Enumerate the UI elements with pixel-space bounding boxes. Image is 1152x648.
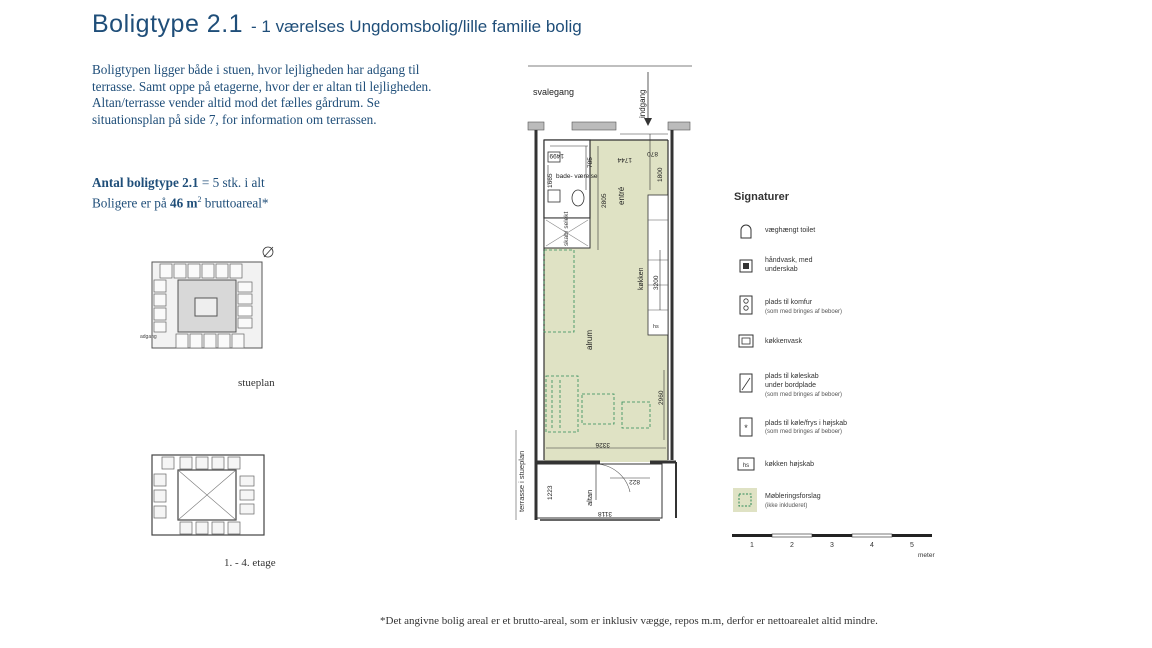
scale-unit: meter [918, 552, 935, 559]
dim-3200: 3200 [653, 275, 660, 290]
svalegang-label: svalegang [533, 87, 575, 97]
dim-2960: 2960 [658, 390, 665, 405]
indgang-label: indgang [638, 89, 647, 118]
main-floor-plan [500, 60, 700, 530]
stove-icon [736, 294, 756, 316]
unit-count-block [92, 175, 452, 211]
legend-label-freezer: plads til køle/frys i højskab [765, 420, 848, 427]
scale-tick-4: 4 [870, 542, 874, 549]
legend-note-freezer: (som med bringes af beboer) [765, 429, 843, 435]
kitchen-hs-label: hs [653, 324, 659, 330]
fridge-freezer-icon [736, 416, 756, 438]
kitchen-sink-icon [736, 332, 756, 350]
alrum-label: alrum [585, 329, 594, 350]
intro-paragraph: Boligtypen ligger både i stuen, hvor lejligheden har adgang til terrasse. Samt oppe på etagerne, hvor der er altan til lejligheden. Altan/terrasse vender altid mod det fælles gårdrum. Se situationsplan på side 7, for information om terrassen. [92, 62, 432, 127]
dim-1800: 1800 [657, 167, 664, 182]
dim-1223: 1223 [547, 485, 554, 500]
legend-label-toilet: væghængt toilet [765, 227, 816, 234]
area-sup: 2 [197, 194, 202, 204]
altan-label: altan [585, 489, 594, 506]
legend-note-stove: (som med bringes af beboer) [765, 309, 843, 315]
ground-floor-overview-plan [140, 240, 280, 360]
dim-3118: 3118 [598, 510, 612, 517]
count-label: Antal boligtype 2.1 [92, 175, 199, 190]
legend-label-sink: køkkenvask [765, 338, 802, 345]
dim-3326: 3326 [595, 441, 610, 448]
svg-text:*: * [744, 423, 748, 433]
legend-label-fridge: plads til køleskab under bordplade [765, 373, 819, 389]
legend-label-cabinet: køkken højskab [765, 461, 815, 468]
dim-785: 785 [587, 157, 594, 168]
footnote: *Det angivne bolig areal er et brutto-areal, som er inklusiv vægge, repos m.m, derfor er nettoarealet altid mindre. [380, 615, 878, 627]
legend-note-furniture: (ikke inkluderet) [765, 503, 808, 509]
dim-822: 822 [629, 478, 640, 485]
fridge-under-counter-icon [736, 372, 756, 394]
scale-tick-3: 3 [830, 542, 834, 549]
scale-tick-2: 2 [790, 542, 794, 549]
furniture-suggestion-icon [732, 487, 758, 513]
scale-tick-5: 5 [910, 542, 914, 549]
legend-title: Signaturer [734, 191, 790, 203]
legend-label-stove: plads til komfur [765, 299, 813, 306]
title-main: Boligtype 2.1 [92, 10, 244, 38]
area-suffix: bruttoareal* [201, 194, 269, 210]
area-value: 46 m [170, 194, 198, 210]
title-subtitle: - 1 værelses Ungdomsbolig/lille familie bolig [251, 17, 582, 36]
legend-hs-text: hs [742, 463, 750, 469]
area-prefix: Boligere er på [92, 194, 170, 210]
bad-label: bade- værelse [556, 173, 598, 180]
skab-label: skab/ selekt [563, 211, 570, 246]
dim-1665: 1665 [547, 173, 554, 188]
ground-floor-caption: stueplan [238, 377, 275, 389]
dim-870: 870 [647, 150, 658, 157]
washbasin-icon [736, 256, 756, 276]
dim-1744: 1744 [617, 156, 632, 163]
legend-label-washbasin: håndvask, med underskab [765, 257, 813, 273]
scale-bar [728, 530, 938, 562]
legend-label-furniture: Møbleringsforslag [765, 493, 821, 500]
count-value: = 5 stk. i alt [198, 175, 265, 190]
dim-1499: 1499 [549, 152, 564, 159]
kokken-label: køkken [638, 267, 645, 290]
page-title [92, 10, 582, 39]
wall-toilet-icon [736, 222, 756, 242]
upper-floors-overview-plan [140, 440, 280, 540]
legend-note-fridge: (som med bringes af beboer) [765, 392, 843, 398]
dim-2805: 2805 [601, 193, 608, 208]
terrasse-label: terrasse i stueplan [517, 450, 526, 512]
scale-tick-1: 1 [750, 542, 754, 549]
ground-entry-label: adgang [140, 334, 157, 340]
tall-cabinet-icon [736, 455, 756, 473]
entre-label: entré [617, 186, 626, 205]
north-arrow-icon [263, 247, 273, 257]
upper-floors-caption: 1. - 4. etage [224, 557, 276, 569]
